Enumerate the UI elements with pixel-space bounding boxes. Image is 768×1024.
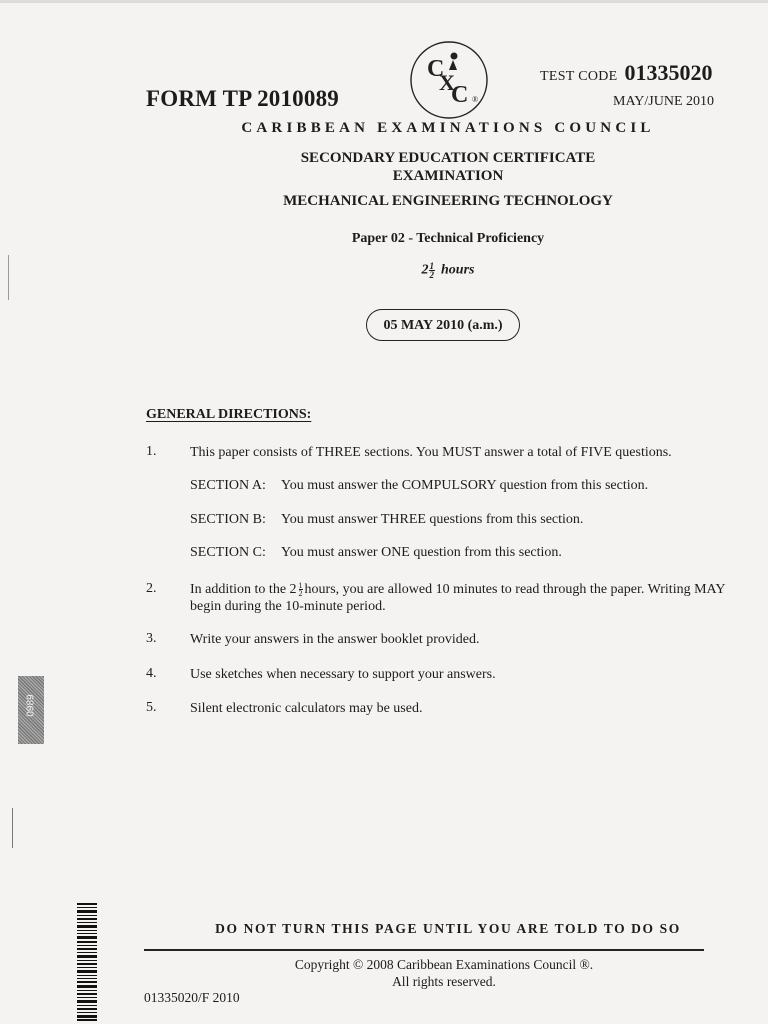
direction-5-number: 5. [146, 700, 157, 715]
paper-title: Paper 02 - Technical Proficiency [351, 231, 545, 246]
certificate-line-2: EXAMINATION [392, 168, 504, 184]
section-b-text: You must answer THREE questions from this section. [281, 512, 584, 527]
direction-3-number: 3. [146, 631, 157, 646]
direction-1-text: This paper consists of THREE sections. You MUST answer a total of FIVE questions. [190, 445, 672, 460]
svg-text:X: X [439, 70, 455, 95]
barcode [77, 903, 97, 1021]
scan-top-edge [0, 0, 768, 3]
scan-artifact [8, 255, 9, 300]
direction-2-text: In addition to the 2 $\frac{1}{2}$ hours, you are allowed 10 minutes to read through the paper. Writing MAY begin during the 10-minute period. [190, 581, 725, 614]
svg-text:®: ® [472, 95, 479, 104]
section-a-text: You must answer the COMPULSORY question from this section. [281, 478, 649, 493]
council-name: CARIBBEAN EXAMINATIONS COUNCIL [241, 120, 655, 136]
duration-fraction: $\frac{1}{2}$ [429, 261, 435, 280]
direction-2-number: 2. [146, 581, 157, 596]
test-code-label: TEST CODE [540, 69, 618, 84]
test-code-value: 01335020 [624, 60, 713, 85]
exam-date: 05 MAY 2010 (a.m.) [366, 309, 520, 341]
certificate-line-1: SECONDARY EDUCATION CERTIFICATE [300, 150, 596, 166]
exam-session: MAY/JUNE 2010 [613, 94, 714, 109]
duration-whole: 2 [421, 262, 429, 278]
direction-3-text: Write your answers in the answer booklet provided. [190, 632, 480, 647]
cxc-logo [409, 40, 489, 120]
scan-artifact [12, 808, 13, 848]
duration [150, 262, 746, 279]
svg-text:C: C [451, 82, 469, 108]
section-b-label: SECTION B: [190, 512, 266, 527]
do-not-turn-warning: DO NOT TURN THIS PAGE UNTIL YOU ARE TOLD TO DO SO [215, 921, 681, 936]
section-c-text: You must answer ONE question from this section. [281, 545, 562, 560]
rights-reserved: All rights reserved. [392, 974, 496, 989]
svg-text:C: C [427, 56, 445, 82]
form-number: FORM TP 2010089 [146, 86, 339, 111]
test-code [540, 60, 713, 86]
section-a-label: SECTION A: [190, 478, 266, 493]
duration-unit: hours [441, 262, 475, 278]
footer-rule [144, 949, 704, 951]
direction-4-text: Use sketches when necessary to support your answers. [190, 667, 496, 682]
direction-1-number: 1. [146, 444, 157, 459]
direction-2-fraction: $\frac{1}{2}$ [298, 581, 303, 599]
direction-5-text: Silent electronic calculators may be used. [190, 701, 423, 716]
margin-stamp-text: 0989 [25, 694, 37, 717]
direction-4-number: 4. [146, 666, 157, 681]
subject-title: MECHANICAL ENGINEERING TECHNOLOGY [283, 193, 613, 209]
directions-heading: GENERAL DIRECTIONS: [146, 407, 312, 422]
copyright: Copyright © 2008 Caribbean Examinations Council ®. [294, 957, 594, 972]
section-c-label: SECTION C: [190, 545, 266, 560]
paper-code: 01335020/F 2010 [144, 990, 240, 1005]
